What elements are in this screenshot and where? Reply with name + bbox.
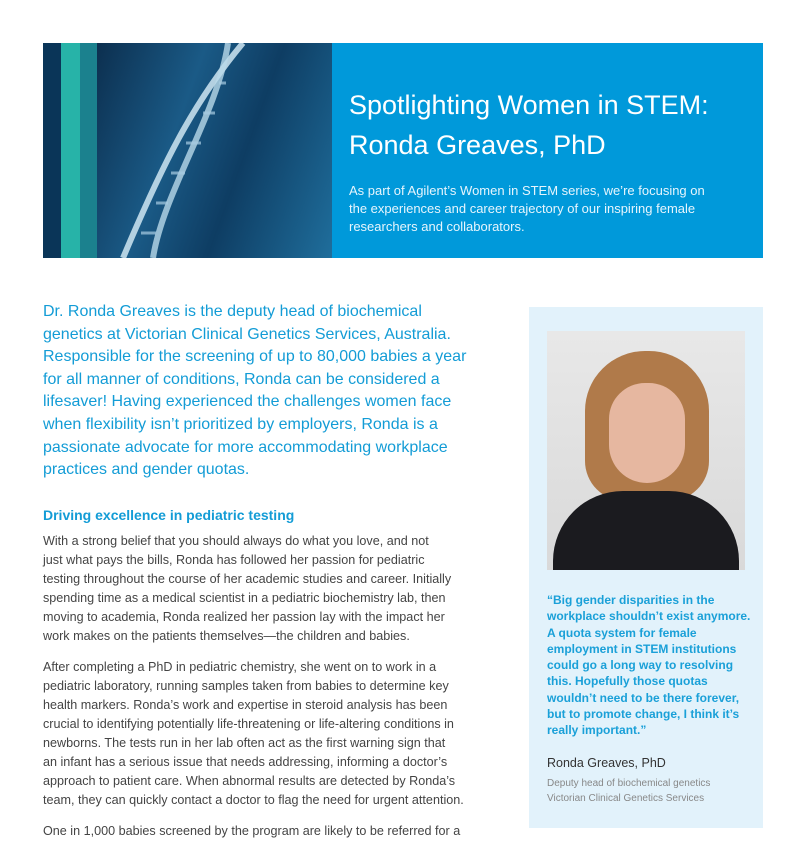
section-heading: Driving excellence in pediatric testing [43,507,295,523]
text-line: workplace shouldn’t exist anymore. [547,609,751,624]
text-line: Dr. Ronda Greaves is the deputy head of biochemical [43,303,422,320]
title-line: Spotlighting Women in STEM: [349,90,709,120]
banner-subtitle [349,182,705,236]
header-banner [43,43,763,258]
text-line: this. Hopefully those quotas [547,674,708,689]
body-paragraph [43,532,483,646]
role-line: Victorian Clinical Genetics Services [547,792,705,804]
subtitle-line: As part of Agilent’s Women in STEM series, we’re focusing on [349,183,705,198]
body-paragraph [43,658,483,810]
text-line: One in 1,000 babies screened by the program are likely to be referred for a [43,824,461,838]
text-line: when flexibility isn’t prioritized by employers, Ronda is a [43,415,438,433]
text-line: crucial to identifying potentially life-threatening or life-altering conditions in [43,717,454,731]
text-line: lifesaver! Having experienced the challenges women face [43,393,452,411]
text-line: With a strong belief that you should always do what you love, and not [43,534,429,548]
text-line: “Big gender disparities in the [547,593,715,607]
text-line: wouldn’t need to be there forever, [547,690,740,705]
pull-quote [547,592,757,739]
text-line: really important.” [547,723,647,738]
dna-image [43,43,332,258]
portrait-photo [547,331,745,570]
subtitle-line: the experiences and career trajectory of our inspiring female [349,201,696,216]
text-line: genetics at Victorian Clinical Genetics Services, Australia. [43,325,451,343]
intro-paragraph [43,301,483,482]
text-line: for all manner of conditions, Ronda can be considered a [43,370,440,388]
quote-author-role [547,777,710,806]
title-line: Ronda Greaves, PhD [349,130,606,160]
text-line: health markers. Ronda’s work and expertise in steroid analysis has been [43,698,448,712]
text-line: passionate advocate for more accommodating workplace [43,438,448,456]
quote-author: Ronda Greaves, PhD [547,756,666,770]
body-paragraph [43,822,483,841]
quote-sidebar [529,307,763,828]
text-line: just what pays the bills, Ronda has followed her passion for pediatric [43,553,425,567]
text-line: an infant has a serious issue that needs addressing, informing a doctor’s [43,755,448,769]
text-line: could go a long way to resolving [547,658,734,673]
text-line: but to promote change, I think it’s [547,707,740,722]
text-line: After completing a PhD in pediatric chemistry, she went on to work in a [43,660,437,674]
text-line: testing throughout the course of her academic studies and career. Initially [43,572,452,586]
page-title [349,85,709,165]
subtitle-line: researchers and collaborators. [349,219,525,234]
role-line: Deputy head of biochemical genetics [547,778,711,789]
text-line: newborns. The tests run in her lab often act as the first warning sign that [43,736,446,750]
text-line: pediatric laboratory, running samples taken from babies to determine key [43,679,449,693]
dna-helix-icon [43,43,332,258]
article-body [43,532,483,853]
text-line: work makes on the patients themselves—the children and babies. [43,629,410,643]
text-line: employment in STEM institutions [547,641,737,656]
text-line: spending time as a medical scientist in a pediatric biochemistry lab, then [43,591,446,605]
text-line: practices and gender quotas. [43,461,250,479]
text-line: Responsible for the screening of up to 80,000 babies a year [43,348,467,366]
text-line: A quota system for female [547,625,697,640]
text-line: approach to patient care. When abnormal results are detected by Ronda’s [43,774,456,788]
text-line: team, they can quickly contact a doctor to flag the need for urgent attention. [43,793,464,807]
text-line: moving to academia, Ronda realized her passion lay with the impact her [43,610,445,624]
